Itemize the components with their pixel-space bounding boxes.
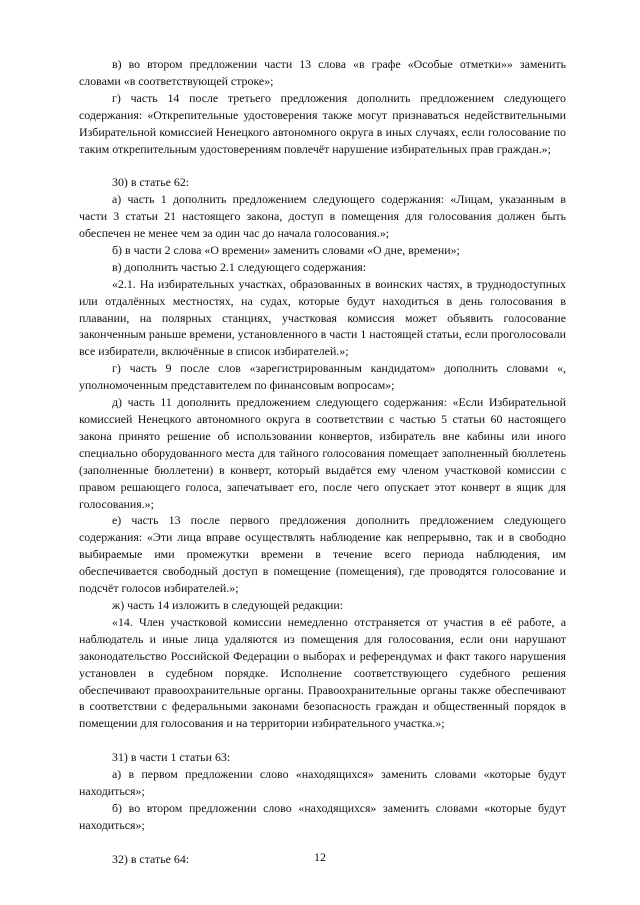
blank-line: [79, 834, 566, 851]
paragraph-30-g: г) часть 9 после слов «зарегистрированным кандидатом» дополнить словами «, уполномоченным представителем по финансовым вопросам»;: [79, 361, 566, 393]
paragraph-30-e: е) часть 13 после первого предложения дополнить предложением следующего содержания: «Эти лица вправе осуществлять наблюдение как непрерывно, так и в свободно выбираемые ими промежутки времени в течение всего периода наблюдения, им обеспечивается свободный доступ в помещение (помещения), где проводятся голосование и подсчёт голосов избирателей.»;: [79, 513, 566, 596]
page-number: 12: [314, 850, 326, 864]
paragraph-31-b: б) во втором предложении слово «находящихся» заменить словами «которые будут находиться»;: [79, 800, 566, 832]
paragraph-30-zh: ж) часть 14 изложить в следующей редакции:: [112, 597, 344, 612]
section-31-heading: 31) в части 1 статьи 63:: [112, 750, 231, 765]
section-30-heading: 30) в статье 62:: [112, 175, 190, 190]
paragraph-30-v: в) дополнить частью 2.1 следующего содержания:: [112, 259, 367, 274]
paragraph-13-v: в) во втором предложении части 13 слова «в графе «Особые отметки»» заменить словами «в соответствующей строке»;: [79, 57, 566, 88]
paragraph-31-a: а) в первом предложении слово «находящихся» заменить словами «которые будут находиться»;: [79, 767, 566, 798]
blank-line: [79, 157, 566, 174]
paragraph-14-g: г) часть 14 после третьего предложения дополнить предложением следующего содержания: «Открепительные удостоверения также могут признаваться недействительными Избирательной комиссией Ненецкого автономного округа в иных случаях, если голосование по таким открепительным удостоверениям повлечёт нарушение избирательных прав граждан.»;: [79, 90, 566, 156]
paragraph-30-b: б) в части 2 слова «О времени» заменить словами «О дне, времени»;: [112, 242, 460, 257]
document-body: [79, 56, 566, 867]
paragraph-30-a: а) часть 1 дополнить предложением следующего содержания: «Лицам, указанным в части 3 статьи 21 настоящего закона, доступ в помещения для голосования должен быть обеспечен не менее чем за один час до начала голосования.»;: [79, 192, 566, 241]
paragraph-30-zh-quote: «14. Член участковой комиссии немедленно отстраняется от участия в её работе, а наблюдатель и иные лица удаляются из помещения для голосования, если они нарушают законодательство Российской Федерации о выборах и референдумах и факт такого нарушения установлен в судебном порядке. Исполнение соответствующего судебного решения обеспечивают правоохранительные органы. Правоохранительные органы также обеспечивают в соответствии с федеральными законами безопасность граждан и общественный порядок в помещении для голосования и на территории избирательного участка.»;: [79, 614, 566, 731]
blank-line: [79, 732, 566, 749]
paragraph-30-d: д) часть 11 дополнить предложением следующего содержания: «Если Избирательной комиссией Ненецкого автономного округа в соответствии с частью 5 статьи 60 настоящего закона принято решение об использовании конвертов, избиратель вне кабины или иного специально оборудованного места для тайного голосования помещает заполненный бюллетень (заполненные бюллетени) в конверт, который выдаётся ему членом участковой комиссии с правом решающего голоса, запечатывает его, после чего опускает этот конверт в ящик для голосования.»;: [79, 395, 566, 511]
section-32-heading: 32) в статье 64:: [112, 851, 190, 866]
paragraph-30-v-quote: «2.1. На избирательных участках, образованных в воинских частях, в труднодоступных или отдалённых местностях, на судах, которые будут находиться в день голосования в плавании, на полярных станциях, участковая комиссия может объявить голосование законченным раньше времени, установленного в части 1 настоящей статьи, если проголосовали все избиратели, включённые в список избирателей.»;: [79, 276, 566, 359]
